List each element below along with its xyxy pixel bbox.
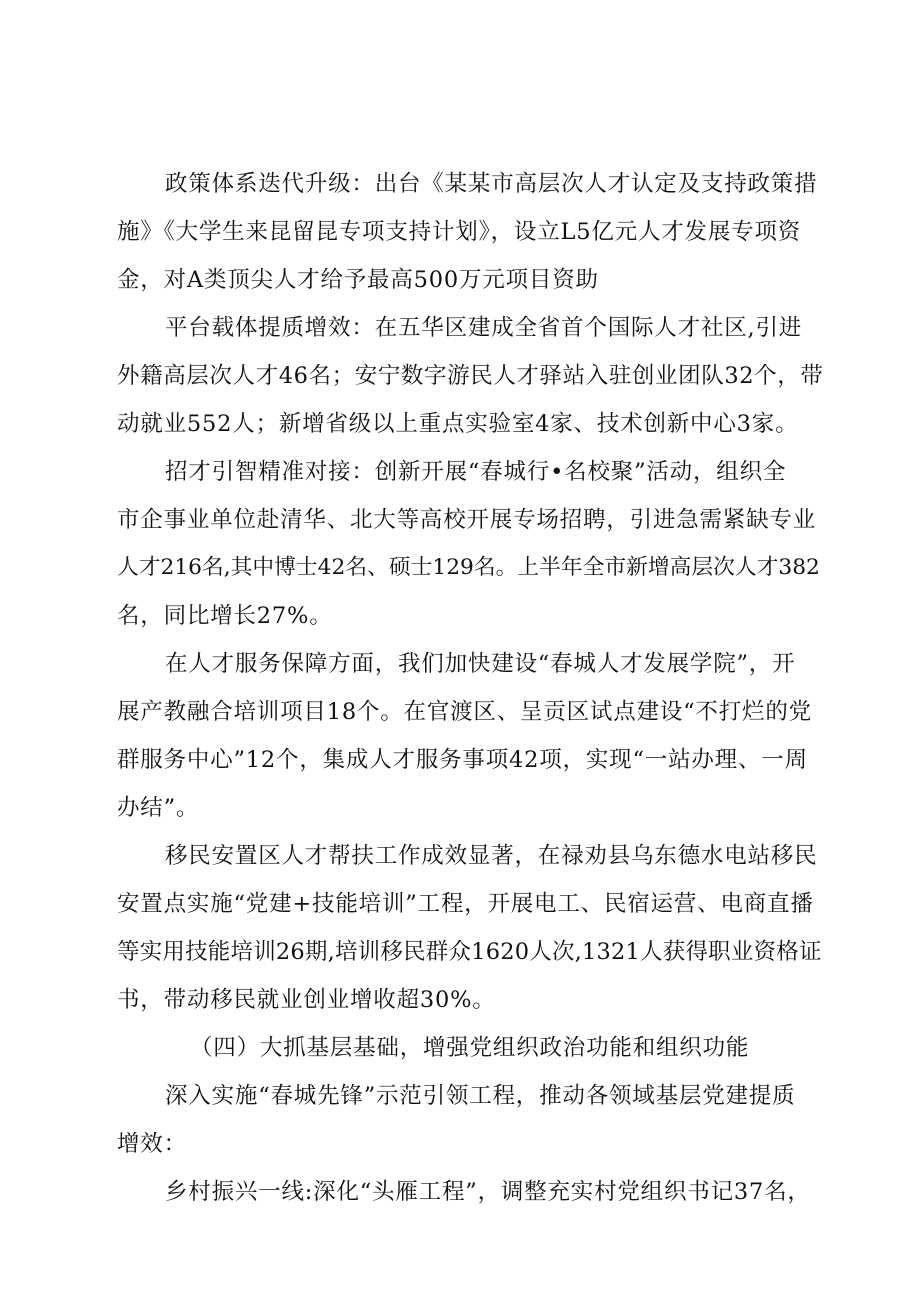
paragraph-resettlement-line-2: 安置点实施“党建+技能培训”工程，开展电工、民宿运营、电商直播 xyxy=(117,891,814,917)
paragraph-policy-line-2: 施》《大学生来昆留昆专项支持计划》，设立L5亿元人才发展专项资 xyxy=(117,219,802,245)
paragraph-service-line-1: 在人才服务保障方面，我们加快建设“春城人才发展学院”，开 xyxy=(165,651,796,677)
paragraph-recruit-line-1: 招才引智精准对接：创新开展“春城行•名校聚”活动，组织全 xyxy=(165,459,787,485)
paragraph-recruit-line-4: 名，同比增长27%。 xyxy=(117,603,333,629)
paragraph-service-line-2: 展产教融合培训项目18个。在官渡区、呈贡区试点建设“不打烂的党 xyxy=(117,699,812,725)
paragraph-policy-line-1: 政策体系迭代升级：出台《某某市高层次人才认定及支持政策措 xyxy=(165,171,818,197)
paragraph-pioneer-line-2: 增效： xyxy=(117,1131,187,1157)
paragraph-pioneer-line-1: 深入实施“春城先锋”示范引领工程，推动各领域基层党建提质 xyxy=(165,1083,796,1109)
paragraph-platform-line-1: 平台载体提质增效：在五华区建成全省首个国际人才社区,引进 xyxy=(165,315,803,341)
paragraph-policy-line-3: 金，对A类顶尖人才给予最高500万元项目资助 xyxy=(117,267,599,293)
paragraph-platform-line-3: 动就业552人；新增省级以上重点实验室4家、技术创新中心3家。 xyxy=(117,411,799,437)
section-heading-4: （四）大抓基层基础，增强党组织政治功能和组织功能 xyxy=(190,1035,750,1061)
paragraph-resettlement-line-3: 等实用技能培训26期,培训移民群众1620人次,1321人获得职业资格证 xyxy=(117,939,822,965)
paragraph-service-line-4: 办结”。 xyxy=(117,795,200,821)
paragraph-resettlement-line-1: 移民安置区人才帮扶工作成效显著，在禄劝县乌东德水电站移民 xyxy=(165,843,818,869)
paragraph-platform-line-2: 外籍高层次人才46名；安宁数字游民人才驿站入驻创业团队32个，带 xyxy=(117,363,824,389)
paragraph-resettlement-line-4: 书，带动移民就业创业增收超30%。 xyxy=(117,987,496,1013)
paragraph-recruit-line-3: 人才216名,其中博士42名、硕士129名。上半年全市新增高层次人才382 xyxy=(117,555,820,580)
paragraph-rural-line-1: 乡村振兴一线:深化“头雁工程”，调整充实村党组织书记37名， xyxy=(165,1179,811,1205)
paragraph-service-line-3: 群服务中心”12个，集成人才服务事项42项，实现“一站办理、一周 xyxy=(117,747,808,773)
paragraph-recruit-line-2: 市企事业单位赴清华、北大等高校开展专场招聘，引进急需紧缺专业 xyxy=(117,507,817,533)
